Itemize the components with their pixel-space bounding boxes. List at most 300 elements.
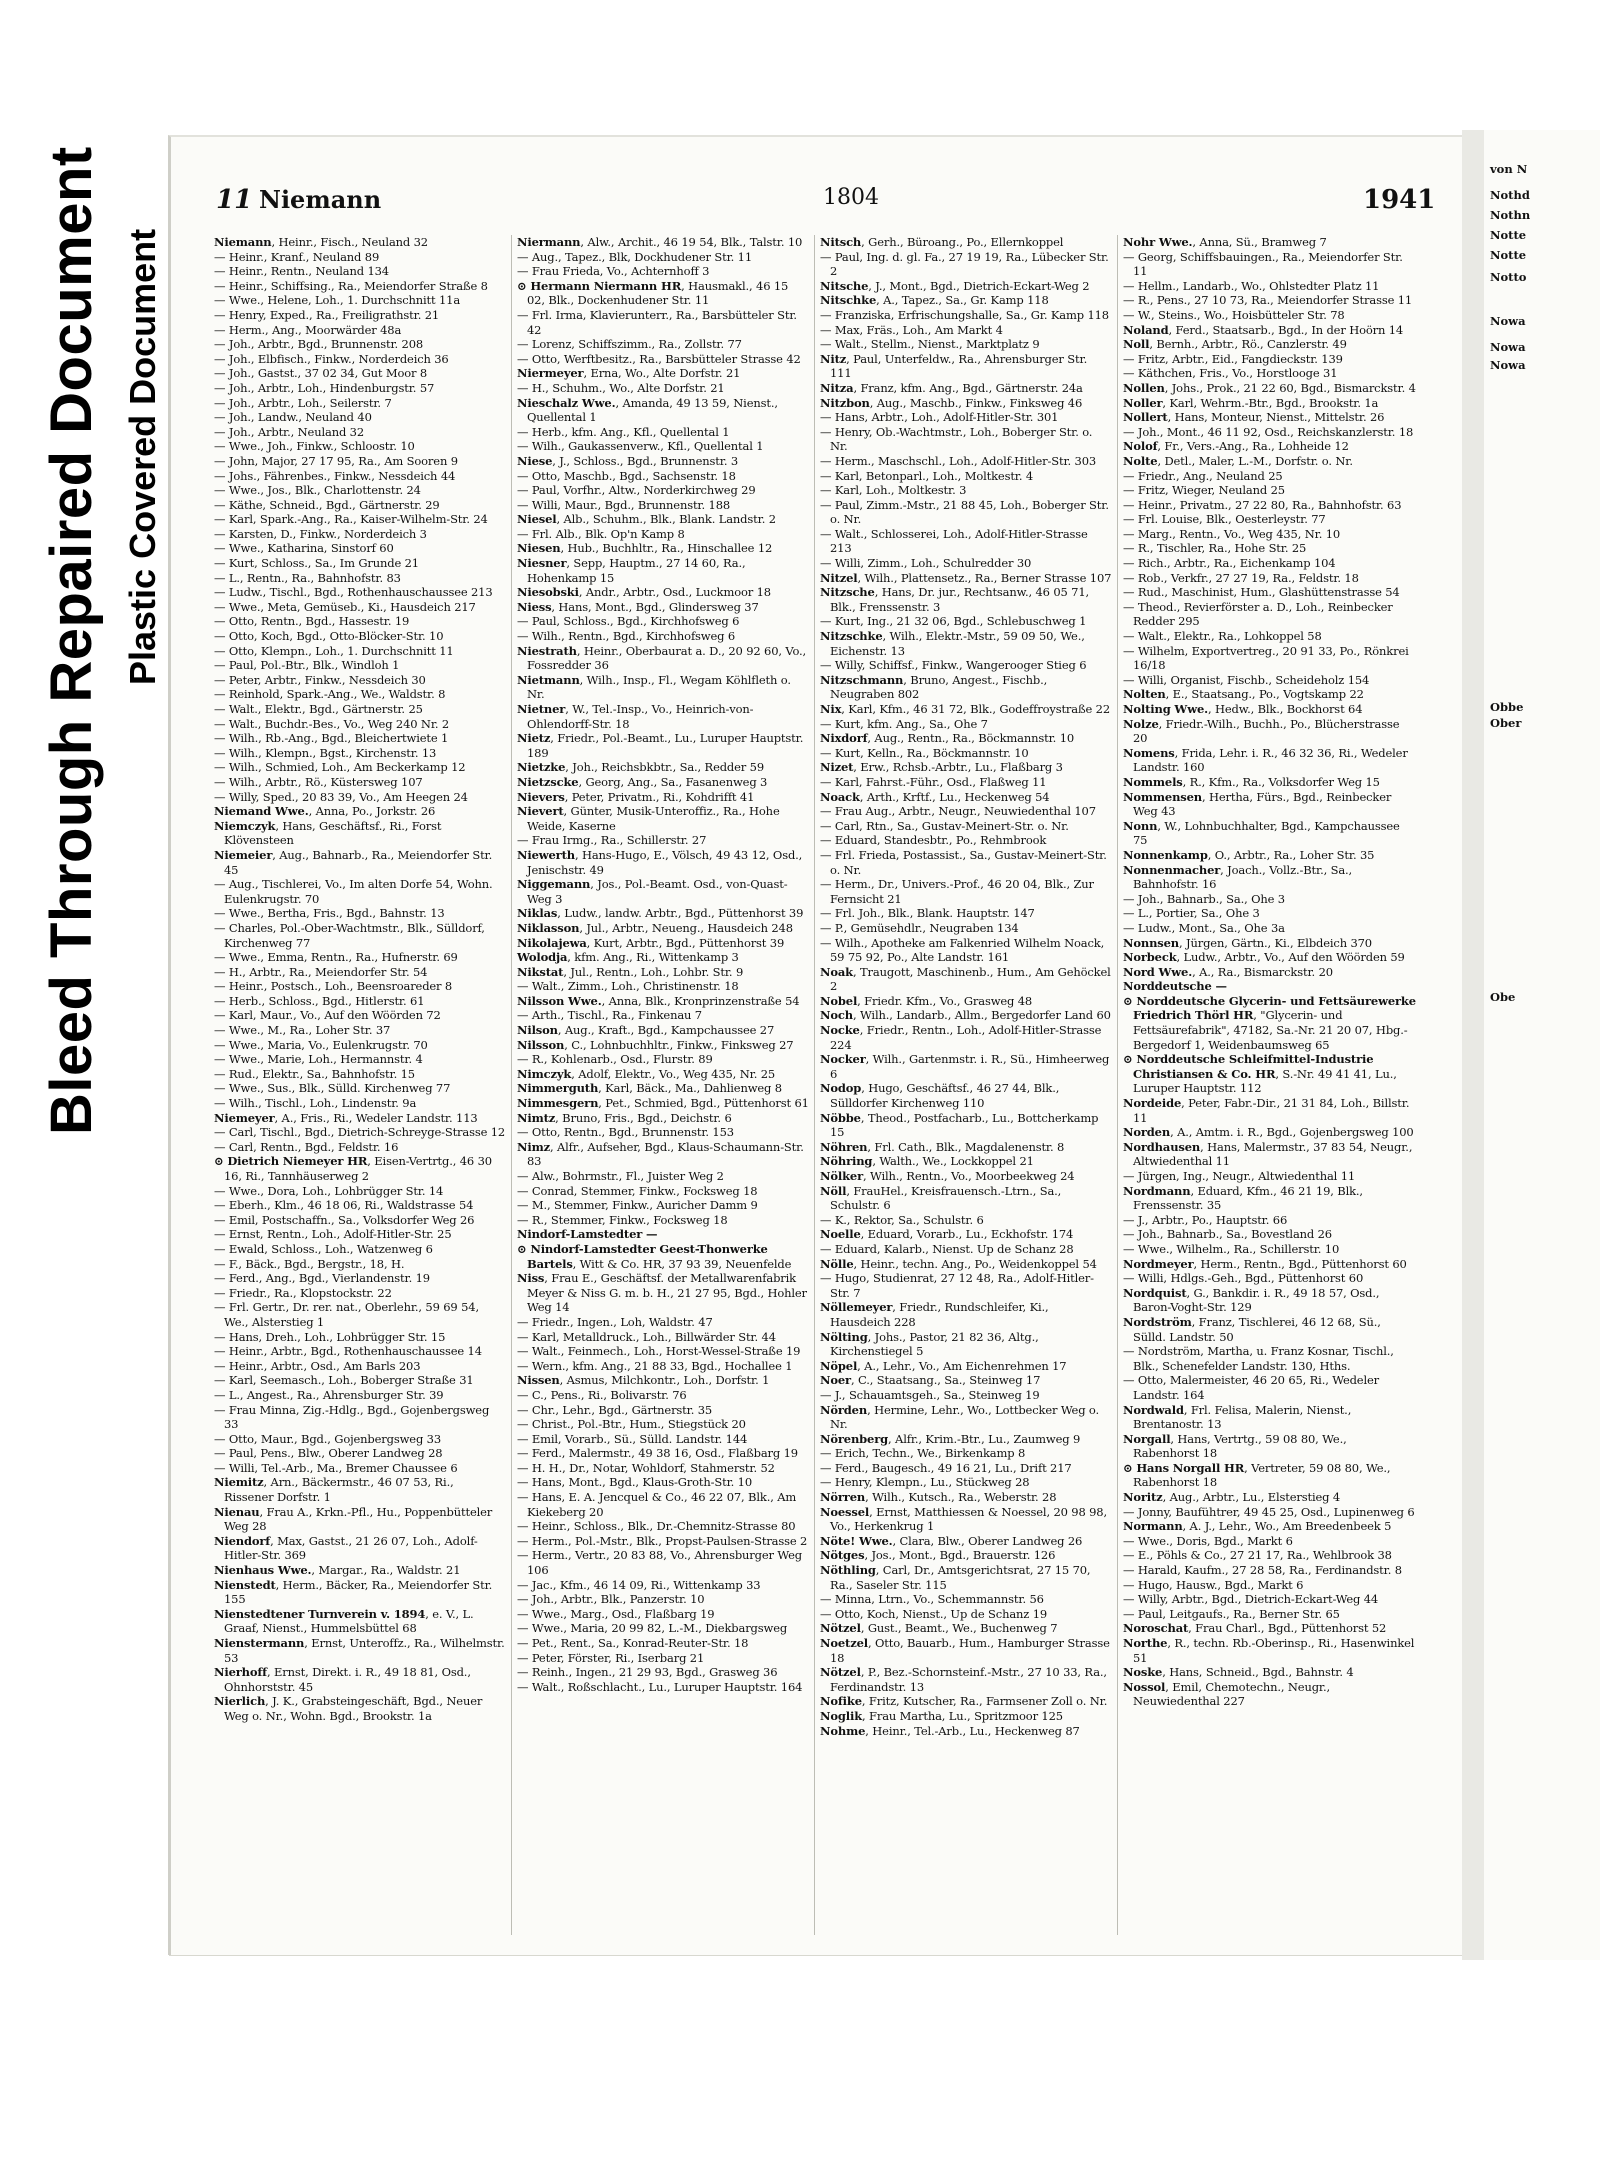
column-3 [815, 235, 1118, 1935]
directory-entry: — Rud., Maschinist, Hum., Glashüttenstrasse 54 [1123, 585, 1400, 600]
page-center-number: 1804 [823, 185, 879, 210]
directory-entry: — Hans, Arbtr., Loh., Adolf-Hitler-Str. 301 [820, 410, 1059, 425]
directory-entry: Niesobski, Andr., Arbtr., Osd., Luckmoor 18 [517, 585, 771, 600]
directory-entry: Niese, J., Schloss., Bgd., Brunnenstr. 3 [517, 453, 738, 468]
directory-entry: — Hellm., Landarb., Wo., Ohlstedter Platz 11 [1123, 278, 1380, 293]
directory-entry: — Friedr., Ra., Klopstockstr. 22 [214, 1285, 392, 1300]
directory-entry: — Wwe., Meta, Gemüseb., Ki., Hausdeich 217 [214, 599, 476, 614]
directory-entry: — Otto, Maschb., Bgd., Sachsenstr. 18 [517, 468, 736, 483]
directory-entry: — Hans, Dreh., Loh., Lohbrügger Str. 15 [214, 1329, 446, 1344]
directory-entry: — Reinhold, Spark.-Ang., We., Waldstr. 8 [214, 687, 446, 702]
directory-entry: Nikstat, Jul., Rentn., Loh., Lohbr. Str. 9 [517, 964, 744, 979]
directory-entry: — Wwe., Emma, Rentn., Ra., Hufnerstr. 69 [214, 950, 458, 965]
directory-entry: — Franziska, Erfrischungshalle, Sa., Gr. Kamp 118 [820, 307, 1109, 322]
directory-entry: — Lorenz, Schiffszimm., Ra., Zollstr. 77 [517, 337, 742, 352]
page-section-number: 11 [216, 185, 253, 215]
directory-entry: Nordhausen, Hans, Malermstr., 37 83 54, Neugr., Altwiedenthal 11 [1123, 1139, 1413, 1169]
directory-entry: — Wwe., Doris, Bgd., Markt 6 [1123, 1533, 1293, 1548]
side-label-secondary: Plastic Covered Document [122, 228, 163, 685]
directory-entry: — Christ., Pol.-Btr., Hum., Stiegstück 20 [517, 1417, 746, 1432]
directory-entry: Norgall, Hans, Vertrtg., 59 08 80, We., Rabenhorst 18 [1123, 1431, 1347, 1461]
adjacent-page-text: von N [1490, 162, 1528, 176]
adjacent-page-text: Obbe [1490, 700, 1524, 714]
directory-entry: — Wwe., Sus., Blk., Sülld. Kirchenweg 77 [214, 1081, 451, 1096]
directory-entry: — Carl, Rtn., Sa., Gustav-Meinert-Str. o. Nr. [820, 818, 1069, 833]
directory-entry: — Walt., Zimm., Loh., Christinenstr. 18 [517, 979, 739, 994]
directory-entry: — Carl, Tischl., Bgd., Dietrich-Schreyge-Strasse 12 [214, 1125, 506, 1140]
directory-entry: — Heinr., Arbtr., Bgd., Rothenhauschaussee 14 [214, 1344, 482, 1359]
directory-entry: — Wwe., Jos., Blk., Charlottenstr. 24 [214, 483, 421, 498]
directory-entry: Nietner, W., Tel.-Insp., Vo., Heinrich-von-Ohlendorff-Str. 18 [517, 702, 754, 731]
directory-entry: — Arth., Tischl., Ra., Finkenau 7 [517, 1008, 702, 1023]
directory-entry: — Walt., Feinmech., Loh., Horst-Wessel-Straße 19 [517, 1344, 801, 1359]
directory-entry: ⊙ Norddeutsche Schleifmittel-Industrie Christiansen & Co. HR, S.-Nr. 49 41 41, Lu., Luruper Hauptstr. 112 [1123, 1052, 1397, 1096]
directory-entry: Nimmesgern, Pet., Schmied, Bgd., Püttenhorst 61 [517, 1096, 809, 1111]
directory-entry: — Frl. Joh., Blk., Blank. Hauptstr. 147 [820, 906, 1035, 921]
directory-entry: — Otto, Werftbesitz., Ra., Barsbütteler Strasse 42 [517, 351, 801, 366]
directory-entry: — Otto, Malermeister, 46 20 65, Ri., Wedeler Landstr. 164 [1123, 1373, 1379, 1402]
directory-entry: — Chr., Lehr., Bgd., Gärtnerstr. 35 [517, 1402, 713, 1417]
directory-entry: Niendorf, Max, Gastst., 21 26 07, Loh., Adolf-Hitler-Str. 369 [214, 1533, 478, 1563]
directory-entry: — Heinr., Rentn., Neuland 134 [214, 264, 389, 279]
directory-entry: — Johs., Fährenbes., Finkw., Nessdeich 44 [214, 468, 456, 483]
directory-entry: Nossol, Emil, Chemotechn., Neugr., Neuwiedenthal 227 [1123, 1679, 1331, 1709]
directory-entry: — Carl, Rentn., Bgd., Feldstr. 16 [214, 1139, 399, 1154]
directory-entry: — Emil, Vorarb., Sü., Sülld. Landstr. 144 [517, 1431, 748, 1446]
directory-entry: — Wilh., Rb.-Ang., Bgd., Bleichertwiete 1 [214, 731, 449, 746]
directory-entry: — Eduard, Standesbtr., Po., Rehmbrook [820, 833, 1047, 848]
directory-entry: Nolte, Detl., Maler, L.-M., Dorfstr. o. Nr. [1123, 453, 1353, 468]
directory-entry: Nolting Wwe., Hedw., Blk., Bockhorst 64 [1123, 702, 1363, 716]
directory-entry: — Willi, Hdlgs.-Geh., Bgd., Püttenhorst 60 [1123, 1271, 1364, 1286]
directory-entry: Nötzel, Gust., Beamt., We., Buchenweg 7 [820, 1621, 1058, 1636]
directory-entry: Nienau, Frau A., Krkn.-Pfl., Hu., Poppenbütteler Weg 28 [214, 1504, 493, 1534]
directory-entry: — Peter, Förster, Ri., Iserbarg 21 [517, 1650, 705, 1665]
directory-entry: — Willi, Organist, Fischb., Scheideholz 154 [1123, 672, 1370, 687]
directory-entry: Nöll, FrauHel., Kreisfrauensch.-Ltrn., Sa., Schulstr. 6 [820, 1183, 1062, 1213]
directory-entry: Nixdorf, Aug., Rentn., Ra., Böckmannstr. 10 [820, 731, 1075, 746]
directory-entry: Nonn, W., Lohnbuchhalter, Bgd., Kampchaussee 75 [1123, 818, 1400, 848]
adjacent-page-text: Notte [1490, 228, 1527, 242]
directory-entry: — Joh., Arbtr., Loh., Seilerstr. 7 [214, 395, 392, 410]
directory-entry: Nikolajewa, Kurt, Arbtr., Bgd., Püttenhorst 39 [517, 935, 785, 950]
directory-entry: — Joh., Arbtr., Neuland 32 [214, 424, 365, 439]
adjacent-page-text: Ober [1490, 716, 1522, 730]
directory-entry: — Frau Aug., Arbtr., Neugr., Neuwiedenthal 107 [820, 804, 1096, 819]
directory-entry: Nöhren, Frl. Cath., Blk., Magdalenenstr. 8 [820, 1139, 1065, 1154]
directory-entry: — Käthchen, Fris., Vo., Horstlooge 31 [1123, 366, 1338, 381]
directory-entry: — Aug., Tapez., Blk, Dockhudener Str. 11 [517, 249, 753, 264]
directory-entry: Nietmann, Wilh., Insp., Fl., Wegam Köhlfleth o. Nr. [517, 672, 791, 702]
directory-entry: Nofike, Fritz, Kutscher, Ra., Farmsener Zoll o. Nr. [820, 1694, 1108, 1709]
directory-entry: Niermeyer, Erna, Wo., Alte Dorfstr. 21 [517, 366, 741, 381]
directory-entry: Nitza, Franz, kfm. Ang., Bgd., Gärtnerstr. 24a [820, 380, 1083, 395]
adjacent-page-text: Nowa [1490, 340, 1526, 354]
directory-entry: — Joh., Arbtr., Loh., Hindenburgstr. 57 [214, 380, 435, 395]
directory-entry: — Frl. Irma, Klavierunterr., Ra., Barsbütteler Str. 42 [517, 307, 797, 337]
directory-entry: Nimz, Alfr., Aufseher, Bgd., Klaus-Schaumann-Str. 83 [517, 1139, 804, 1169]
directory-entry: — Willy, Schiffsf., Finkw., Wangerooger Stieg 6 [820, 658, 1087, 673]
directory-entry: Nitzsche, Hans, Dr. jur., Rechtsanw., 46 05 71, Blk., Frenssenstr. 3 [820, 585, 1089, 614]
directory-entry: Niklas, Ludw., landw. Arbtr., Bgd., Püttenhorst 39 [517, 906, 804, 921]
directory-entry: Niggemann, Jos., Pol.-Beamt. Osd., von-Quast-Weg 3 [517, 877, 788, 906]
directory-entry: — Friedr., Ang., Neuland 25 [1123, 468, 1283, 483]
directory-entry: — Hugo, Studienrat, 27 12 48, Ra., Adolf-Hitler-Str. 7 [820, 1271, 1094, 1300]
directory-entry: — Wwe., Katharina, Sinstorf 60 [214, 541, 394, 556]
directory-entry: — Walt., Stellm., Nienst., Marktplatz 9 [820, 337, 1040, 352]
directory-entry: — Nordström, Martha, u. Franz Kosnar, Tischl., Blk., Schenefelder Landstr. 130, Hths. [1123, 1344, 1394, 1373]
directory-entry: Nitsch, Gerh., Büroang., Po., Ellernkoppel [820, 235, 1064, 249]
directory-entry: — Otto, Maur., Bgd., Gojenbergsweg 33 [214, 1431, 442, 1446]
directory-entry: Noller, Karl, Wehrm.-Btr., Bgd., Brookstr. 1a [1123, 395, 1379, 410]
directory-entry: — Frl. Louise, Blk., Oesterleystr. 77 [1123, 512, 1326, 527]
adjacent-page-text: Notto [1490, 270, 1527, 284]
adjacent-page-text: Nowa [1490, 358, 1526, 372]
directory-entry: — Walt., Elektr., Bgd., Gärtnerstr. 25 [214, 702, 423, 716]
directory-entry: — Fritz, Wieger, Neuland 25 [1123, 483, 1285, 498]
directory-entry: — Aug., Tischlerei, Vo., Im alten Dorfe 54, Wohn. Eulenkrugstr. 70 [214, 877, 493, 906]
directory-entry: — Henry, Klempn., Lu., Stückweg 28 [820, 1475, 1030, 1490]
directory-entry: Nienstermann, Ernst, Unteroffz., Ra., Wilhelmstr. 53 [214, 1636, 505, 1665]
directory-entry: — Frau Frieda, Vo., Achternhoff 3 [517, 264, 710, 279]
directory-entry: — Otto, Rentn., Bgd., Brunnenstr. 153 [517, 1125, 734, 1140]
directory-entry: Noske, Hans, Schneid., Bgd., Bahnstr. 4 [1123, 1665, 1354, 1680]
directory-entry: — Käthe, Schneid., Bgd., Gärtnerstr. 29 [214, 497, 440, 512]
column-2 [512, 235, 815, 1935]
directory-entry: Nonnenmacher, Joach., Vollz.-Btr., Sa., Bahnhofstr. 16 [1123, 862, 1353, 892]
directory-entry: Nolze, Friedr.-Wilh., Buchh., Po., Blücherstrasse 20 [1123, 716, 1400, 746]
directory-entry: — Wilh., Klempn., Bgst., Kirchenstr. 13 [214, 745, 437, 760]
directory-entry: Nitzschke, Wilh., Elektr.-Mstr., 59 09 50, We., Eichenstr. 13 [820, 629, 1085, 658]
directory-entry: Nitz, Paul, Unterfeldw., Ra., Ahrensburger Str. 111 [820, 351, 1088, 381]
directory-entry: — Kurt, Ing., 21 32 06, Bgd., Schlebuschweg 1 [820, 614, 1087, 629]
directory-entry: — Wilh., Apotheke am Falkenried Wilhelm Noack, 59 75 92, Po., Alte Landstr. 161 [820, 935, 1105, 965]
directory-entry: Northe, R., techn. Rb.-Oberinsp., Ri., Hasenwinkel 51 [1123, 1636, 1415, 1665]
directory-entry: — J., Schauamtsgeh., Sa., Steinweg 19 [820, 1387, 1040, 1402]
directory-entry: — Willy, Arbtr., Bgd., Dietrich-Eckart-Weg 44 [1123, 1592, 1379, 1607]
directory-entry: — Jac., Kfm., 46 14 09, Ri., Wittenkamp 33 [517, 1577, 761, 1592]
directory-entry: — Paul, Pol.-Btr., Blk., Windloh 1 [214, 658, 400, 673]
directory-entry: Nollen, Johs., Prok., 21 22 60, Bgd., Bismarckstr. 4 [1123, 380, 1416, 395]
directory-entry: — Ernst, Rentn., Loh., Adolf-Hitler-Str. 25 [214, 1227, 452, 1242]
directory-entry: Norden, A., Amtm. i. R., Bgd., Gojenbergsweg 100 [1123, 1125, 1414, 1140]
directory-entry: — Otto, Koch, Bgd., Otto-Blöcker-Str. 10 [214, 629, 444, 644]
directory-entry: Nöthling, Carl, Dr., Amtsgerichtsrat, 27 15 70, Ra., Saseler Str. 115 [820, 1563, 1091, 1592]
directory-entry: — Heinr., Privatm., 27 22 80, Ra., Bahnhofstr. 63 [1123, 497, 1402, 512]
directory-entry: — W., Steins., Wo., Hoisbütteler Str. 78 [1123, 307, 1345, 322]
directory-entry: — L., Rentn., Ra., Bahnhofstr. 83 [214, 570, 401, 585]
directory-entry: ⊙ Hans Norgall HR, Vertreter, 59 08 80, We., Rabenhorst 18 [1123, 1460, 1391, 1490]
directory-entry: — John, Major, 27 17 95, Ra., Am Sooren 9 [214, 453, 458, 468]
directory-entry: Niemeyer, A., Fris., Ri., Wedeler Landstr. 113 [214, 1110, 478, 1125]
directory-entry: — Herb., Schloss., Bgd., Hitlerstr. 61 [214, 993, 425, 1008]
directory-entry: — Theod., Revierförster a. D., Loh., Reinbecker Redder 295 [1123, 599, 1393, 629]
directory-entry: Nienstedtener Turnverein v. 1894, e. V., L. Graaf, Nienst., Hummelsbüttel 68 [214, 1606, 474, 1636]
directory-entry: — Kurt, Kelln., Ra., Böckmannstr. 10 [820, 745, 1029, 760]
directory-entry: — Ferd., Malermstr., 49 38 16, Osd., Flaßbarg 19 [517, 1446, 798, 1461]
directory-entry: — Ludw., Mont., Sa., Ohe 3a [1123, 920, 1285, 935]
directory-entry: Noglik, Frau Martha, Lu., Spritzmoor 125 [820, 1708, 1063, 1723]
directory-entry: — Minna, Ltrn., Vo., Schemmannstr. 56 [820, 1592, 1044, 1607]
directory-entry: — Wilh., Arbtr., Rö., Küstersweg 107 [214, 774, 423, 789]
directory-entry: — Heinr., Postsch., Loh., Beensroareder 8 [214, 979, 453, 994]
directory-entry: Normann, A. J., Lehr., Wo., Am Breedenbeek 5 [1123, 1519, 1392, 1534]
directory-entry: Nimczyk, Adolf, Elektr., Vo., Weg 435, Nr. 25 [517, 1066, 776, 1081]
directory-entry: — Joh., Arbtr., Bgd., Brunnenstr. 208 [214, 337, 424, 352]
directory-entry: — Ferd., Ang., Bgd., Vierlandenstr. 19 [214, 1271, 430, 1286]
directory-entry: — Fritz, Arbtr., Eid., Fangdieckstr. 139 [1123, 351, 1343, 366]
directory-entry: — Joh., Bahnarb., Sa., Bovestland 26 [1123, 1227, 1332, 1242]
directory-entry: Nord Wwe., A., Ra., Bismarckstr. 20 [1123, 964, 1333, 979]
directory-entry: Nordmeyer, Herm., Rentn., Bgd., Püttenhorst 60 [1123, 1256, 1407, 1271]
directory-entry: — Herb., kfm. Ang., Kfl., Quellental 1 [517, 424, 730, 439]
column-4 [1118, 235, 1421, 1935]
directory-entry: — Frl. Frieda, Postassist., Sa., Gustav-Meinert-Str. o. Nr. [820, 847, 1107, 877]
directory-entry: — Wwe., Marie, Loh., Hermannstr. 4 [214, 1052, 423, 1067]
directory-entry: Nölting, Johs., Pastor, 21 82 36, Altg., Kirchenstiegel 5 [820, 1329, 1039, 1359]
directory-entry: Niermann, Alw., Archit., 46 19 54, Blk., Talstr. 10 [517, 235, 803, 249]
directory-entry: — Karl, Betonparl., Loh., Moltkestr. 4 [820, 468, 1034, 483]
directory-entry: Noer, C., Staatsang., Sa., Steinweg 17 [820, 1373, 1041, 1388]
directory-entry: Noack, Arth., Krftf., Lu., Heckenweg 54 [820, 789, 1050, 804]
directory-entry: Noritz, Aug., Arbtr., Lu., Elsterstieg 4 [1123, 1490, 1341, 1505]
directory-entry: Nodop, Hugo, Geschäftsf., 46 27 44, Blk., Sülldorfer Kirchenweg 110 [820, 1081, 1060, 1111]
directory-entry: — R., Tischler, Ra., Hohe Str. 25 [1123, 541, 1307, 556]
page-running-head: Niemann [259, 185, 382, 214]
directory-entry: — Otto, Klempn., Loh., 1. Durchschnitt 11 [214, 643, 454, 658]
directory-entry: — Karl, Seemasch., Loh., Boberger Straße 31 [214, 1373, 474, 1388]
directory-entry: Nimmerguth, Karl, Bäck., Ma., Dahlienweg 8 [517, 1081, 782, 1096]
directory-entry: — Wwe., M., Ra., Loher Str. 37 [214, 1023, 391, 1038]
directory-entry: — Walt., Roßschlacht., Lu., Luruper Hauptstr. 164 [517, 1679, 803, 1694]
directory-entry: Nohme, Heinr., Tel.-Arb., Lu., Heckenweg 87 [820, 1723, 1080, 1738]
directory-entry: — Hans, E. A. Jencquel & Co., 46 22 07, Blk., Am Kiekeberg 20 [517, 1490, 797, 1519]
directory-entry: Nimtz, Bruno, Fris., Bgd., Deichstr. 6 [517, 1110, 732, 1125]
directory-entry: — Karl, Maur., Vo., Auf den Wöörden 72 [214, 1008, 441, 1023]
directory-entry: — Jonny, Baufühtrer, 49 45 25, Osd., Lupinenweg 6 [1123, 1504, 1415, 1519]
directory-entry: Noland, Ferd., Staatsarb., Bgd., In der Hoörn 14 [1123, 322, 1404, 337]
directory-entry: — Georg, Schiffsbauingen., Ra., Meiendorfer Str. 11 [1123, 249, 1403, 279]
directory-entry: Nietzke, Joh., Reichsbkbtr., Sa., Redder 59 [517, 760, 764, 775]
directory-entry: ⊙ Nindorf-Lamstedter Geest-Thonwerke Bartels, Witt & Co. HR, 37 93 39, Neuenfelde [517, 1241, 792, 1271]
directory-entry: — Paul, Pens., Blw., Oberer Landweg 28 [214, 1446, 443, 1461]
directory-entry: Nizet, Erw., Rchsb.-Arbtr., Lu., Flaßbarg 3 [820, 760, 1063, 775]
directory-entry: — Wwe., Bertha, Fris., Bgd., Bahnstr. 13 [214, 906, 445, 921]
directory-entry: Nitzschmann, Bruno, Angest., Fischb., Neugraben 802 [820, 672, 1048, 702]
directory-entry: — Charles, Pol.-Ober-Wachtmstr., Blk., Sülldorf, Kirchenweg 77 [214, 920, 485, 950]
directory-entry: — Heinr., Kranf., Neuland 89 [214, 249, 380, 264]
directory-entry: — Pet., Rent., Sa., Konrad-Reuter-Str. 18 [517, 1636, 749, 1650]
directory-entry: Nöpel, A., Lehr., Vo., Am Eichenrehmen 17 [820, 1358, 1067, 1373]
directory-entry: — Henry, Ob.-Wachtmstr., Loh., Boberger Str. o. Nr. [820, 424, 1093, 454]
directory-entry: — Karl, Metalldruck., Loh., Billwärder Str. 44 [517, 1329, 776, 1344]
directory-entry: — Joh., Mont., 46 11 92, Osd., Reichskanzlerstr. 18 [1123, 424, 1414, 439]
directory-entry: — Paul, Leitgaufs., Ra., Berner Str. 65 [1123, 1606, 1340, 1621]
directory-entry: Nocke, Friedr., Rentn., Loh., Adolf-Hitler-Strasse 224 [820, 1023, 1102, 1052]
directory-entry: Noak, Traugott, Maschinenb., Hum., Am Gehöckel 2 [820, 964, 1111, 994]
directory-entry: — Joh., Arbtr., Blk., Panzerstr. 10 [517, 1592, 705, 1607]
directory-entry: Nollert, Hans, Monteur, Nienst., Mittelstr. 26 [1123, 410, 1385, 425]
directory-entry: ⊙ Norddeutsche Glycerin- und Fettsäurewerke Friedrich Thörl HR, "Glycerin- und Fettsäurefabrik", 47182, Sa.-Nr. 21 20 07, Hbg.-Bergedorf 1, Weidenbaumsweg 65 [1123, 993, 1416, 1052]
directory-entry: — Karsten, D., Finkw., Norderdeich 3 [214, 526, 427, 541]
directory-entry: — Karl, Spark.-Ang., Ra., Kaiser-Wilhelm-Str. 24 [214, 512, 488, 527]
directory-entry: — Joh., Gastst., 37 02 34, Gut Moor 8 [214, 366, 428, 381]
directory-entry: Noelle, Eduard, Vorarb., Lu., Eckhofstr. 174 [820, 1227, 1074, 1242]
directory-entry: Nienhaus Wwe., Margar., Ra., Waldstr. 21 [214, 1563, 461, 1578]
directory-entry: — Paul, Zimm.-Mstr., 21 88 45, Loh., Boberger Str. o. Nr. [820, 497, 1109, 527]
directory-entry: Niesner, Sepp, Hauptm., 27 14 60, Ra., Hohenkamp 15 [517, 556, 746, 585]
directory-entry: — Herm., Maschschl., Loh., Adolf-Hitler-Str. 303 [820, 453, 1097, 468]
directory-entry: — H., Arbtr., Ra., Meiendorfer Str. 54 [214, 964, 428, 979]
directory-entry: — Wilh., Rentn., Bgd., Kirchhofsweg 6 [517, 629, 736, 644]
directory-entry: ⊙ Hermann Niermann HR, Hausmakl., 46 15 02, Blk., Dockenhudener Str. 11 [517, 278, 789, 308]
directory-entry: — Heinr., Schloss., Blk., Dr.-Chemnitz-Strasse 80 [517, 1519, 796, 1534]
directory-entry: — M., Stemmer, Finkw., Auricher Damm 9 [517, 1198, 758, 1213]
directory-entry: Nöbbe, Theod., Postfacharb., Lu., Bottcherkamp 15 [820, 1110, 1099, 1140]
directory-entry: — C., Pens., Ri., Bolivarstr. 76 [517, 1387, 687, 1402]
directory-entry: Nolof, Fr., Vers.-Ang., Ra., Lohheide 12 [1123, 439, 1349, 454]
directory-entry: Nobel, Friedr. Kfm., Vo., Grasweg 48 [820, 993, 1033, 1008]
directory-entry: — Harald, Kaufm., 27 28 58, Ra., Ferdinandstr. 8 [1123, 1563, 1402, 1578]
directory-entry: — Eduard, Kalarb., Nienst. Up de Schanz 28 [820, 1241, 1074, 1256]
directory-entry: — Walt., Schlosserei, Loh., Adolf-Hitler-Strasse 213 [820, 526, 1088, 556]
directory-entry: — Karl, Fahrst.-Führ., Osd., Flaßweg 11 [820, 774, 1047, 789]
directory-entry: — P., Gemüsehdlr., Neugraben 134 [820, 920, 1019, 935]
directory-entry: — Willi, Maur., Bgd., Brunnenstr. 188 [517, 497, 731, 512]
directory-entry: — R., Stemmer, Finkw., Focksweg 18 [517, 1212, 728, 1227]
directory-entry: Niklasson, Jul., Arbtr., Neueng., Hausdeich 248 [517, 920, 793, 935]
directory-entry: — Walt., Buchdr.-Bes., Vo., Weg 240 Nr. 2 [214, 716, 450, 731]
directory-entry: Noch, Wilh., Landarb., Allm., Bergedorfer Land 60 [820, 1008, 1111, 1023]
directory-entry: — Heinr., Schiffsing., Ra., Meiendorfer Straße 8 [214, 278, 488, 293]
directory-entry: Nonnsen, Jürgen, Gärtn., Ki., Elbdeich 370 [1123, 935, 1372, 950]
directory-entry: Niestrath, Heinr., Oberbaurat a. D., 20 92 60, Vo., Fossredder 36 [517, 643, 807, 673]
directory-entry: — Wwe., Maria, 20 99 82, L.-M., Diekbargsweg [517, 1621, 788, 1636]
directory-entry: — Rud., Elektr., Sa., Bahnhofstr. 15 [214, 1066, 415, 1081]
directory-entry: — Friedr., Ingen., Loh, Waldstr. 47 [517, 1314, 713, 1329]
directory-entry: Norbeck, Ludw., Arbtr., Vo., Auf den Wöörden 59 [1123, 950, 1405, 965]
directory-entry: Niemczyk, Hans, Geschäftsf., Ri., Forst Klövensteen [214, 818, 442, 848]
directory-entry: — Joh., Elbfisch., Finkw., Norderdeich 36 [214, 351, 449, 366]
directory-entry: Nilson, Aug., Kraft., Bgd., Kampchaussee 27 [517, 1023, 775, 1038]
directory-entry: — Wern., kfm. Ang., 21 88 33, Bgd., Hochallee 1 [517, 1358, 793, 1373]
directory-entry: — Kurt, Schloss., Sa., Im Grunde 21 [214, 556, 419, 571]
page-header [211, 185, 1436, 225]
directory-entry: — Wwe., Marg., Osd., Flaßbarg 19 [517, 1606, 715, 1621]
directory-entry: — J., Arbtr., Po., Hauptstr. 66 [1123, 1212, 1288, 1227]
directory-entry: — Hans, Mont., Bgd., Klaus-Groth-Str. 10 [517, 1475, 753, 1490]
directory-entry: — Eberh., Klm., 46 18 06, Ri., Waldstrasse 54 [214, 1198, 474, 1213]
directory-entry: — F., Bäck., Bgd., Bergstr., 18, H. [214, 1256, 405, 1271]
directory-entry: — Ferd., Baugesch., 49 16 21, Lu., Drift 217 [820, 1460, 1072, 1475]
directory-entry: — Ludw., Tischl., Bgd., Rothenhauschaussee 213 [214, 585, 493, 600]
directory-columns [209, 235, 1454, 1935]
directory-entry: Nocker, Wilh., Gartenmstr. i. R., Sü., Himheerweg 6 [820, 1052, 1110, 1081]
directory-entry: — R., Pens., 27 10 73, Ra., Meiendorfer Strasse 11 [1123, 293, 1413, 308]
directory-entry: Nierlich, J. K., Grabsteingeschäft, Bgd., Neuer Weg o. Nr., Wohn. Bgd., Brookstr. 1a [214, 1694, 483, 1723]
directory-entry: — Willi, Tel.-Arb., Ma., Bremer Chaussee 6 [214, 1460, 458, 1475]
directory-entry: Nordquist, G., Bankdir. i. R., 49 18 57, Osd., Baron-Voght-Str. 129 [1123, 1285, 1380, 1315]
page-gutter [1462, 130, 1484, 1960]
directory-entry: — Wilh., Tischl., Loh., Lindenstr. 9a [214, 1096, 417, 1111]
directory-entry: — L., Portier, Sa., Ohe 3 [1123, 906, 1260, 921]
directory-entry: ⊙ Dietrich Niemeyer HR, Eisen-Vertrtg., 46 30 16, Ri., Tannhäuserweg 2 [214, 1154, 492, 1183]
directory-entry: — Paul, Vorfhr., Altw., Norderkirchweg 29 [517, 483, 756, 498]
directory-entry: — H., Schuhm., Wo., Alte Dorfstr. 21 [517, 380, 725, 395]
directory-entry: Nordmann, Eduard, Kfm., 46 21 19, Blk., Frenssenstr. 35 [1123, 1183, 1363, 1213]
directory-entry: Nölle, Heinr., techn. Ang., Po., Weidenkoppel 54 [820, 1256, 1097, 1271]
directory-entry: Nommels, R., Kfm., Ra., Volksdorfer Weg 15 [1123, 774, 1380, 789]
directory-entry: Nix, Karl, Kfm., 46 31 72, Blk., Godeffroystraße 22 [820, 702, 1111, 716]
directory-entry: — Alw., Bohrmstr., Fl., Juister Weg 2 [517, 1169, 724, 1183]
directory-entry: — Reinh., Ingen., 21 29 93, Bgd., Grasweg 36 [517, 1665, 778, 1680]
directory-entry: Nilsson Wwe., Anna, Blk., Kronprinzenstraße 54 [517, 993, 800, 1008]
directory-entry: Nieschalz Wwe., Amanda, 49 13 59, Nienst., Quellental 1 [517, 395, 778, 425]
directory-entry: Niess, Hans, Mont., Bgd., Glindersweg 37 [517, 599, 759, 614]
directory-entry: — Kurt, kfm. Ang., Sa., Ohe 7 [820, 716, 988, 731]
directory-entry: — Rob., Verkfr., 27 27 19, Ra., Feldstr. 18 [1123, 570, 1359, 585]
adjacent-page-text: Nowa [1490, 314, 1526, 328]
directory-entry: — Wwe., Dora, Loh., Lohbrügger Str. 14 [214, 1183, 444, 1198]
directory-entry: — Jürgen, Ing., Neugr., Altwiedenthal 11 [1123, 1169, 1356, 1183]
directory-entry: Nöhring, Walth., We., Lockkoppel 21 [820, 1154, 1034, 1169]
directory-entry: — Marg., Rentn., Vo., Weg 435, Nr. 10 [1123, 526, 1341, 541]
directory-entry: — Otto, Rentn., Bgd., Hassestr. 19 [214, 614, 410, 629]
adjacent-page-text: Nothd [1490, 188, 1530, 202]
directory-entry: — Paul, Ing. d. gl. Fa., 27 19 19, Ra., Lübecker Str. 2 [820, 249, 1109, 279]
directory-entry: — Frau Minna, Zig.-Hdlg., Bgd., Gojenbergsweg 33 [214, 1402, 490, 1432]
directory-entry: Nietz, Friedr., Pol.-Beamt., Lu., Luruper Hauptstr. 189 [517, 731, 804, 760]
adjacent-page-text: Nothn [1490, 208, 1531, 222]
directory-entry: Nitschke, A., Tapez., Sa., Gr. Kamp 118 [820, 293, 1049, 308]
directory-entry: Nitzel, Wilh., Plattensetz., Ra., Berner Strasse 107 [820, 570, 1112, 585]
directory-entry: — Frau Irmg., Ra., Schillerstr. 27 [517, 833, 707, 848]
page-year: 1941 [1363, 185, 1436, 215]
directory-entry: Niss, Frau E., Geschäftsf. der Metallwarenfabrik Meyer & Niss G. m. b. H., 21 27 95, Bgd., Hohler Weg 14 [517, 1271, 807, 1315]
adjacent-page-fragment [1484, 130, 1600, 1960]
directory-entry: Nötzel, P., Bez.-Schornsteinf.-Mstr., 27 10 33, Ra., Ferdinandstr. 13 [820, 1665, 1107, 1694]
directory-entry: Nommensen, Hertha, Fürs., Bgd., Reinbecker Weg 43 [1123, 789, 1392, 819]
directory-entry: Wolodja, kfm. Ang., Ri., Wittenkamp 3 [517, 950, 739, 965]
directory-entry: — Wilhelm, Exportvertreg., 20 91 33, Po., Rönkrei 16/18 [1123, 643, 1409, 673]
directory-entry: — Erich, Techn., We., Birkenkamp 8 [820, 1446, 1026, 1461]
directory-entry: Nonnenkamp, O., Arbtr., Ra., Loher Str. 35 [1123, 847, 1375, 862]
directory-entry: — Paul, Schloss., Bgd., Kirchhofsweg 6 [517, 614, 740, 629]
directory-entry: — Wwe., Maria, Vo., Eulenkrugstr. 70 [214, 1037, 428, 1052]
directory-entry: — Max, Fräs., Loh., Am Markt 4 [820, 322, 1003, 337]
directory-entry: Nörden, Hermine, Lehr., Wo., Lottbecker Weg o. Nr. [820, 1402, 1100, 1432]
directory-entry: — Karl, Loh., Moltkestr. 3 [820, 483, 967, 498]
directory-entry: Nissen, Asmus, Milchkontr., Loh., Dorfstr. 1 [517, 1373, 770, 1388]
directory-entry: Nordwald, Frl. Felisa, Malerin, Nienst., Brentanostr. 13 [1123, 1402, 1352, 1432]
directory-entry: — Heinr., Arbtr., Osd., Am Barls 203 [214, 1358, 421, 1373]
directory-entry: — Wilh., Gaukassenverw., Kfl., Quellental 1 [517, 439, 764, 454]
directory-entry: — Henry, Exped., Ra., Freiligrathstr. 21 [214, 307, 440, 322]
directory-entry: — Frl. Gertr., Dr. rer. nat., Oberlehr., 59 69 54, We., Alsterstieg 1 [214, 1300, 479, 1329]
directory-entry: Nitsche, J., Mont., Bgd., Dietrich-Eckart-Weg 2 [820, 278, 1090, 293]
directory-entry: Nievert, Günter, Musik-Unteroffiz., Ra., Hohe Weide, Kaserne [517, 804, 780, 833]
adjacent-page-text: Notte [1490, 248, 1527, 262]
directory-entry: — Willy, Sped., 20 83 39, Vo., Am Heegen 24 [214, 789, 468, 804]
directory-entry: — K., Rektor, Sa., Schulstr. 6 [820, 1212, 984, 1227]
directory-entry: — Ewald, Schloss., Loh., Watzenweg 6 [214, 1241, 433, 1256]
directory-entry: Nitzbon, Aug., Maschb., Finkw., Finksweg 46 [820, 395, 1083, 410]
directory-entry: Niesen, Hub., Buchhltr., Ra., Hinschallee 12 [517, 541, 773, 556]
directory-entry: Nienstedt, Herm., Bäcker, Ra., Meiendorfer Str. 155 [214, 1577, 493, 1607]
directory-entry: Nindorf-Lamstedter — [517, 1227, 658, 1242]
directory-entry: Nöte! Wwe., Clara, Blw., Oberer Landweg 26 [820, 1533, 1083, 1548]
directory-entry: Nölker, Wilh., Rentn., Vo., Moorbeekweg 24 [820, 1169, 1075, 1183]
